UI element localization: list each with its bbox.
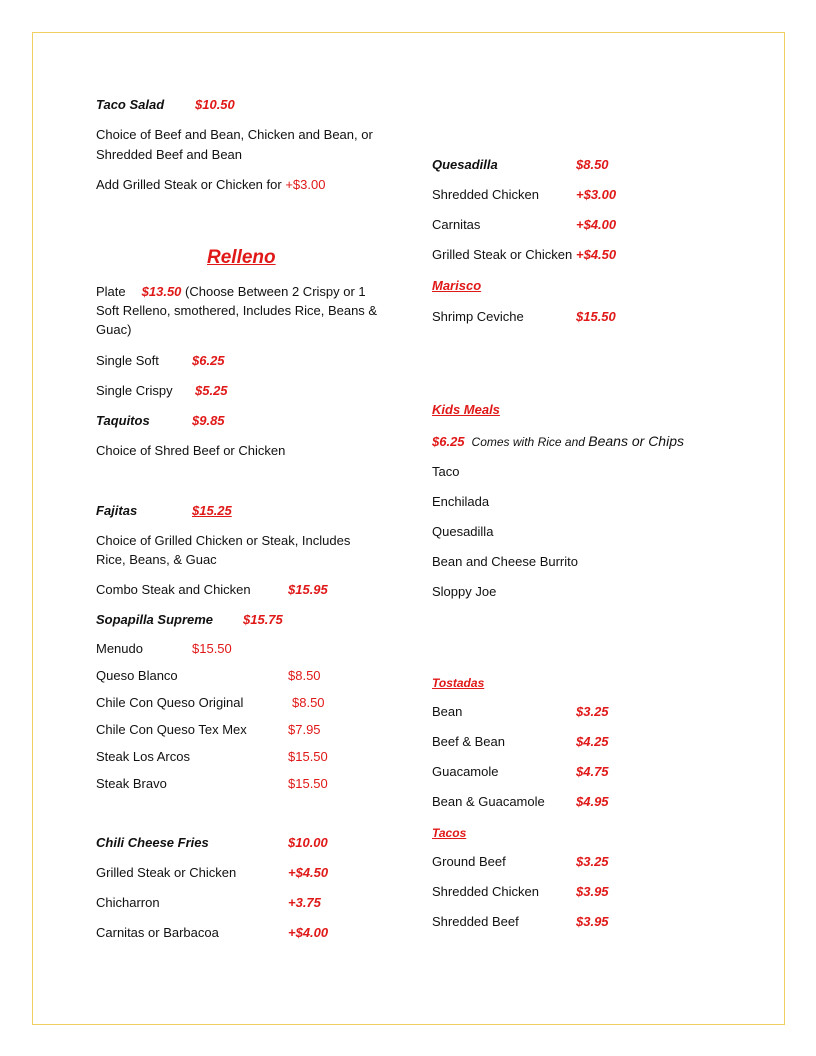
item-price: $4.75	[576, 764, 609, 779]
plate-desc: (Choose Between 2 Crispy or 1	[181, 284, 366, 299]
item-name: Guacamole	[432, 764, 499, 779]
item-name: Shredded Chicken	[432, 187, 539, 202]
sopapilla-price: $15.75	[243, 612, 283, 627]
kids-heading: Kids Meals	[432, 402, 500, 417]
fajitas-desc: Choice of Grilled Chicken or Steak, Includes	[96, 533, 351, 548]
item-price: $8.50	[292, 695, 325, 710]
relleno-heading: Relleno	[207, 247, 276, 268]
tacos-heading: Tacos	[432, 826, 467, 840]
taco-salad-desc: Choice of Beef and Bean, Chicken and Bean, or	[96, 127, 373, 142]
item-price: $4.95	[576, 794, 609, 809]
item-price: +$4.00	[288, 925, 329, 940]
item-name: Shrimp Ceviche	[432, 309, 524, 324]
item-price: $15.50	[288, 749, 328, 764]
item-price: $4.25	[576, 734, 609, 749]
item-price: +$3.00	[576, 187, 617, 202]
item-price: $3.95	[576, 884, 609, 899]
taco-salad-desc: Shredded Beef and Bean	[96, 147, 243, 162]
item-name: Carnitas or Barbacoa	[96, 925, 219, 940]
relleno-plate	[96, 284, 366, 300]
item-name: Bean & Guacamole	[432, 794, 545, 809]
fajitas-name: Fajitas	[96, 503, 138, 518]
item-name: Shredded Chicken	[432, 884, 539, 899]
kids-desc	[432, 433, 684, 450]
taco-salad-name: Taco Salad	[96, 97, 165, 112]
kids-item: Quesadilla	[432, 524, 494, 539]
plate-price: $13.50	[141, 284, 182, 299]
taco-salad-addon	[96, 177, 325, 193]
item-price: $15.50	[576, 309, 616, 324]
kids-item: Bean and Cheese Burrito	[432, 554, 578, 569]
plate-desc: Guac)	[96, 322, 132, 337]
addon-label: Add Grilled Steak or Chicken for	[96, 177, 286, 192]
quesadilla-name: Quesadilla	[432, 157, 498, 172]
plate-label: Plate	[96, 284, 126, 299]
item-name: Chicharron	[96, 895, 160, 910]
item-price: +3.75	[288, 895, 321, 910]
kids-desc-text: Comes with Rice and	[471, 435, 589, 449]
item-name: Beef & Bean	[432, 734, 505, 749]
fries-price: $10.00	[288, 835, 328, 850]
taquitos-desc: Choice of Shred Beef or Chicken	[96, 443, 286, 458]
fries-name: Chili Cheese Fries	[96, 835, 209, 850]
menudo-price: $15.50	[192, 641, 232, 656]
item-name: Carnitas	[432, 217, 481, 232]
combo-name: Combo Steak and Chicken	[96, 582, 251, 597]
item-price: +$4.50	[576, 247, 617, 262]
item-price: $3.25	[576, 854, 609, 869]
item-name: Grilled Steak or Chicken	[96, 865, 237, 880]
taco-salad-price: $10.50	[195, 97, 235, 112]
kids-price: $6.25	[432, 434, 465, 449]
kids-desc-text: Beans or Chips	[588, 433, 684, 449]
item-price: $3.25	[576, 704, 609, 719]
item-name: Grilled Steak or Chicken	[432, 247, 573, 262]
item-price: +$4.00	[576, 217, 617, 232]
item-name: Steak Bravo	[96, 776, 167, 791]
item-name: Chile Con Queso Tex Mex	[96, 722, 247, 737]
item-price: $3.95	[576, 914, 609, 929]
item-price: $7.95	[288, 722, 321, 737]
item-name: Chile Con Queso Original	[96, 695, 244, 710]
kids-item: Sloppy Joe	[432, 584, 497, 599]
item-name: Bean	[432, 704, 463, 719]
item-price: $8.50	[288, 668, 321, 683]
item-name: Single Crispy	[96, 383, 173, 398]
quesadilla-price: $8.50	[576, 157, 609, 172]
taquitos-name: Taquitos	[96, 413, 150, 428]
item-name: Ground Beef	[432, 854, 506, 869]
sopapilla-name: Sopapilla Supreme	[96, 612, 214, 627]
tostadas-heading: Tostadas	[432, 676, 485, 690]
fajitas-price: $15.25	[192, 503, 232, 518]
item-price: $15.50	[288, 776, 328, 791]
combo-price: $15.95	[288, 582, 328, 597]
fajitas-desc: Rice, Beans, & Guac	[96, 552, 217, 567]
menudo-name: Menudo	[96, 641, 143, 656]
item-name: Queso Blanco	[96, 668, 178, 683]
item-name: Shredded Beef	[432, 914, 519, 929]
marisco-heading: Marisco	[432, 278, 482, 293]
item-name: Single Soft	[96, 353, 159, 368]
item-price: $6.25	[192, 353, 225, 368]
plate-desc: Soft Relleno, smothered, Includes Rice, Beans &	[96, 303, 378, 318]
taquitos-price: $9.85	[192, 413, 225, 428]
item-price: +$4.50	[288, 865, 329, 880]
kids-item: Taco	[432, 464, 460, 479]
kids-item: Enchilada	[432, 494, 490, 509]
addon-price: +$3.00	[285, 177, 326, 192]
item-name: Steak Los Arcos	[96, 749, 190, 764]
item-price: $5.25	[195, 383, 228, 398]
